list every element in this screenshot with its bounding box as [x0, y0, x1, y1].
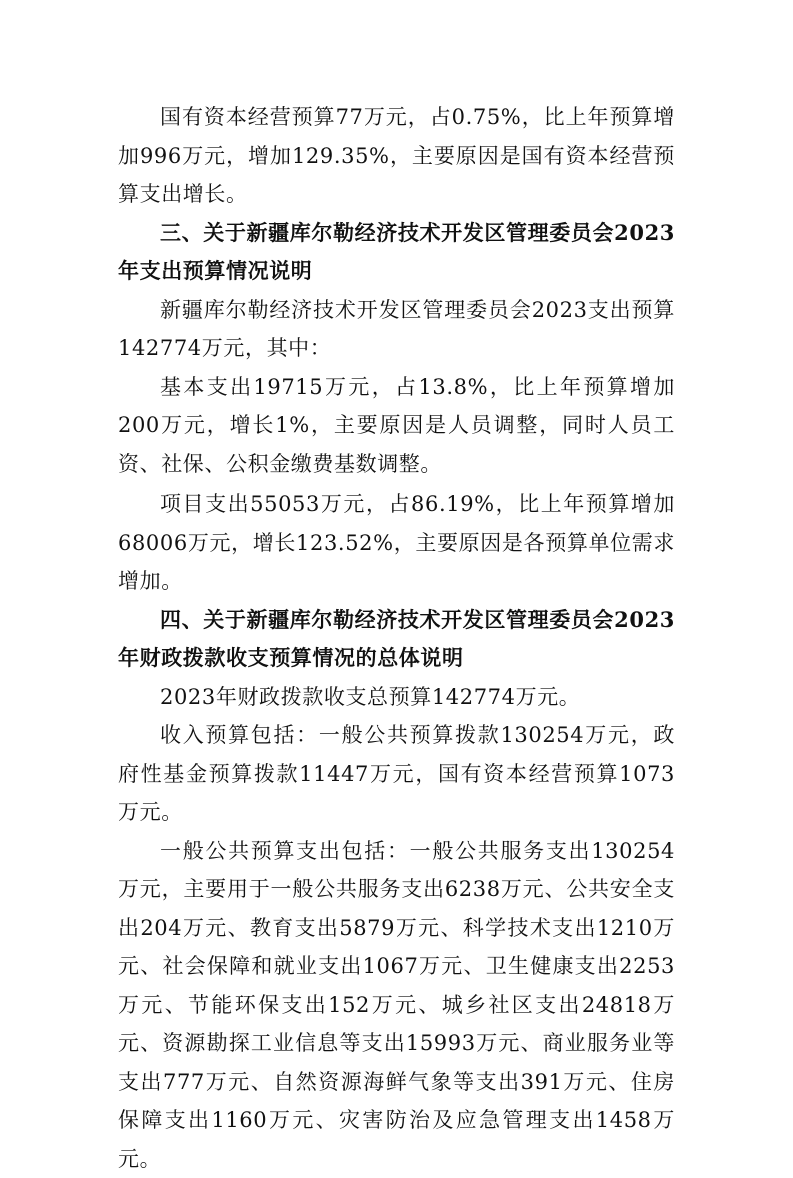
paragraph-fiscal-total: 2023年财政拨款收支总预算142774万元。	[118, 678, 675, 717]
section-heading-4: 四、关于新疆库尔勒经济技术开发区管理委员会2023年财政拨款收支预算情况的总体说明	[118, 601, 675, 678]
paragraph-expenditure-total: 新疆库尔勒经济技术开发区管理委员会2023支出预算142774万元，其中：	[118, 291, 675, 368]
paragraph-state-capital-budget: 国有资本经营预算77万元，占0.75%，比上年预算增加996万元，增加129.35%，主要原因是国有资本经营预算支出增长。	[118, 98, 675, 214]
paragraph-basic-expenditure: 基本支出19715万元，占13.8%，比上年预算增加200万元，增长1%，主要原因是人员调整，同时人员工资、社保、公积金缴费基数调整。	[118, 368, 675, 484]
paragraph-income-budget: 收入预算包括：一般公共预算拨款130254万元，政府性基金预算拨款11447万元，国有资本经营预算1073万元。	[118, 716, 675, 832]
paragraph-general-public-expenditure: 一般公共预算支出包括：一般公共服务支出130254万元，主要用于一般公共服务支出6238万元、公共安全支出204万元、教育支出5879万元、科学技术支出1210万元、社会保障和就业支出1067万元、卫生健康支出2253万元、节能环保支出152万元、城乡社区支出24818万元、资源勘探工业信息等支出15993万元、商业服务业等支出777万元、自然资源海鲜气象等支出391万元、住房保障支出1160万元、灾害防治及应急管理支出1458万元。	[118, 832, 675, 1178]
paragraph-project-expenditure: 项目支出55053万元，占86.19%，比上年预算增加68006万元，增长123.52%，主要原因是各预算单位需求增加。	[118, 485, 675, 601]
section-heading-3: 三、关于新疆库尔勒经济技术开发区管理委员会2023年支出预算情况说明	[118, 214, 675, 291]
